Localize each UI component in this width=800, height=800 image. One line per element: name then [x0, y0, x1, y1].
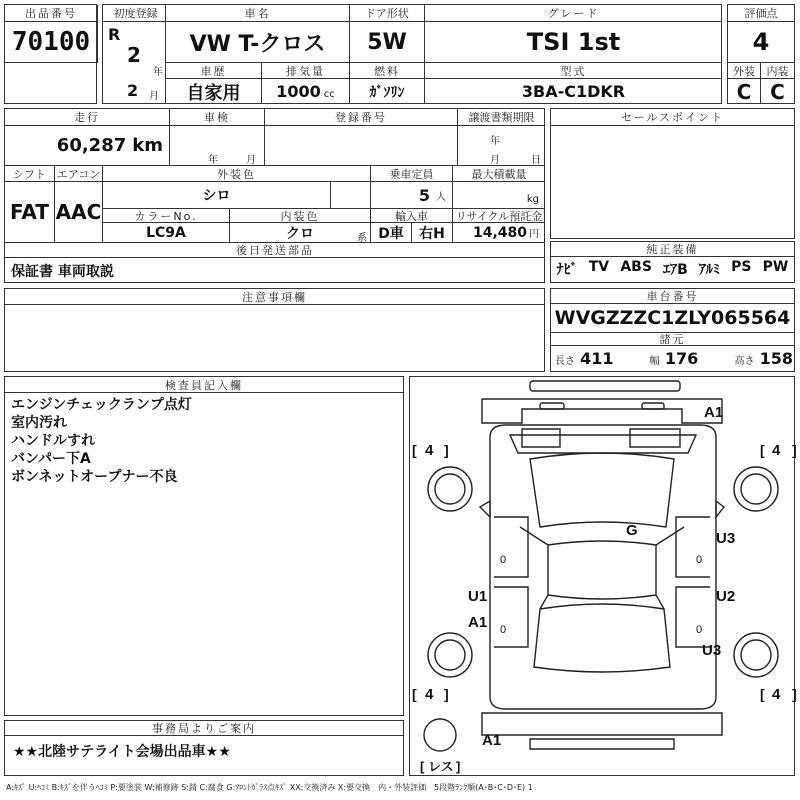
mark-front: A1 — [704, 404, 724, 421]
note-line: ハンドルすれ — [11, 433, 95, 449]
intcolor-cell — [230, 223, 371, 243]
reg-number-cell — [265, 126, 458, 166]
color-label: 外装色 — [103, 166, 371, 182]
inspector-notes — [11, 396, 192, 486]
fuel: ｶﾞｿﾘﾝ — [350, 79, 425, 104]
spare-value: レス — [428, 759, 454, 774]
spare-label: [ — [420, 759, 425, 774]
tire-bracket-fl-close: ] — [444, 442, 449, 458]
tire-rl: 4 — [425, 686, 434, 703]
recycle: 14,480 — [472, 224, 527, 241]
office-label: 事務局よりご案内 — [5, 721, 403, 736]
car-diagram — [410, 377, 797, 775]
sales-label: セールスポイント — [551, 109, 794, 126]
mileage-label: 走行 — [5, 109, 170, 126]
tire-fl: 4 — [425, 442, 434, 459]
grade: TSI 1st — [425, 22, 722, 63]
shift: FAT — [5, 182, 55, 243]
mark-right-mid: U2 — [716, 588, 736, 605]
capacity-label: 乗車定員 — [371, 166, 453, 182]
score-label: 評価点 — [728, 5, 794, 22]
chassis-box — [550, 288, 795, 372]
equip-label: 純正装備 — [551, 242, 794, 257]
reg-year: 2 — [127, 43, 141, 67]
equip-item: ﾅﾋﾞ — [556, 262, 578, 278]
tr-month-unit: 月 — [490, 155, 500, 166]
score: 4 — [728, 22, 794, 63]
height: 158 — [759, 349, 793, 368]
door-label: ドア形状 — [350, 5, 425, 22]
mileage-unit: km — [132, 135, 163, 156]
import-label: 輸入車 — [371, 209, 453, 223]
caution-label: 注意事項欄 — [5, 289, 544, 305]
transfer-cell — [458, 126, 545, 166]
equip-item: ABS — [620, 259, 652, 275]
displacement: 1000 — [276, 82, 321, 101]
tire-bracket-rr-close: ] — [792, 686, 797, 702]
equip-item: TV — [588, 259, 610, 275]
lot-box — [4, 4, 97, 104]
details-grid — [4, 108, 545, 283]
intcolor-unit: 系 — [357, 233, 367, 244]
lot-label: 出品番号 — [5, 5, 98, 22]
tire-bracket-rl: [ — [412, 686, 417, 702]
ext-label: 外装 — [728, 63, 761, 79]
history: 自家用 — [166, 79, 262, 104]
inspection-cell — [170, 126, 265, 166]
disp-unit: cc — [323, 89, 335, 100]
load-label: 最大積載量 — [453, 166, 545, 182]
ext-score: C — [728, 79, 761, 104]
note-line: エンジンチェックランプ点灯 — [11, 397, 192, 413]
office-box — [4, 720, 404, 776]
length-label: 長さ — [555, 356, 575, 367]
tire-bracket-fr-close: ] — [792, 442, 797, 458]
later-parts: 保証書 車両取説 — [11, 263, 114, 280]
equip-item: PW — [762, 259, 789, 275]
model-label: 型式 — [425, 63, 722, 79]
zero-right-rear: 0 — [696, 624, 703, 636]
tr-year-unit: 年 — [490, 136, 500, 147]
color: シロ — [103, 182, 331, 209]
load-cell — [453, 182, 545, 209]
spare-label-close: ] — [456, 759, 461, 774]
caution-box — [4, 288, 545, 372]
mark-left-low: A1 — [468, 614, 488, 631]
intcolor: クロ — [286, 225, 314, 242]
zero-left: 0 — [500, 554, 507, 566]
note-line: 室内汚れ — [11, 415, 67, 431]
car-diagram-box — [409, 376, 795, 776]
colorno-label: カラーNo. — [103, 209, 230, 223]
mileage: 60,287 — [56, 135, 127, 156]
tire-bracket-fr: [ — [760, 442, 765, 458]
equip-list — [551, 259, 794, 279]
tire-bracket-fl: [ — [412, 442, 417, 458]
reg-label: 登録番号 — [265, 109, 458, 126]
chassis-number: WVGZZZC1ZLY065564 — [554, 307, 791, 329]
equip-item: PS — [731, 259, 752, 275]
tire-bracket-rr: [ — [760, 686, 765, 702]
month-unit: 月 — [149, 91, 159, 102]
color-extra — [331, 182, 371, 209]
vehicle-grid — [165, 4, 722, 104]
first-reg-box — [102, 4, 169, 104]
intcolor-label: 内装色 — [230, 209, 371, 223]
score-box — [727, 4, 795, 104]
lot-number: 70100 — [5, 22, 98, 63]
colorno: LC9A — [103, 223, 230, 243]
model-code: 3BA-C1DKR — [521, 82, 626, 101]
import-hand: 右H — [412, 223, 453, 243]
disp-label: 排気量 — [262, 63, 350, 79]
width-label: 幅 — [649, 356, 660, 367]
int-score: C — [770, 79, 785, 104]
chassis-label: 車台番号 — [551, 289, 794, 304]
office-text: ★★北陸サテライト会場出品車★★ — [13, 744, 231, 760]
recycle-unit: 円 — [529, 229, 539, 240]
shift-label: シフト — [5, 166, 55, 182]
legend: A:ｷｽﾞ U:ﾍｺﾐ B:ｷｽﾞを伴うﾍｺﾐ P:要塗装 W:補修跡 S:錆 C:腐食 G:ﾌﾛﾝﾄｶﾞﾗｽ点ｷｽﾞ XX:交換済み X:要交換 内・外装評価 5段階ﾗﾝｸ順(A･B･C･D･E) 1 — [6, 783, 533, 792]
disp-cell — [262, 79, 350, 104]
capacity-unit: 人 — [436, 191, 446, 203]
dims-row — [555, 349, 793, 368]
ins-month-unit: 月 — [246, 155, 256, 166]
sales-point-box — [550, 108, 795, 239]
door-type: 5W — [350, 22, 425, 63]
note-line: バンパー下A — [11, 451, 91, 467]
height-label: 高さ — [734, 356, 755, 367]
era: R — [108, 25, 121, 44]
year-unit: 年 — [153, 67, 163, 78]
tr-day-unit: 日 — [531, 155, 541, 166]
mark-left-mid: U1 — [468, 588, 488, 605]
tire-fr: 4 — [772, 442, 781, 459]
length: 411 — [580, 349, 614, 368]
ac: AAC — [55, 182, 103, 243]
ac-label: エアコン — [55, 166, 103, 182]
transfer-label: 譲渡書類期限 — [458, 109, 545, 126]
inspection-label: 車検 — [170, 109, 265, 126]
capacity: 5 — [418, 185, 430, 205]
recycle-label: リサイクル預託金 — [453, 209, 545, 223]
dims-label: 諸元 — [551, 332, 794, 346]
mileage-cell — [5, 126, 170, 166]
width: 176 — [664, 349, 699, 368]
fuel-label: 燃料 — [350, 63, 425, 79]
name-label: 車名 — [166, 5, 350, 22]
mark-right-rear: U3 — [702, 642, 722, 659]
first-reg-label: 初度登録 — [103, 5, 169, 22]
zero-right: 0 — [696, 554, 703, 566]
tire-rr: 4 — [772, 686, 781, 703]
reg-month: 2 — [127, 81, 139, 100]
history-label: 車歴 — [166, 63, 262, 79]
note-line: ボンネットオープナー不良 — [11, 469, 178, 485]
inspector-label: 検査員記入欄 — [5, 377, 403, 393]
ins-year-unit: 年 — [208, 155, 218, 166]
tire-bracket-rl-close: ] — [444, 686, 449, 702]
capacity-cell — [371, 182, 453, 209]
mark-roof: G — [626, 522, 638, 539]
mark-right-front: U3 — [716, 530, 736, 547]
later-label: 後日発送部品 — [5, 243, 545, 258]
grade-label: グレード — [425, 5, 722, 22]
inspector-box — [4, 376, 404, 716]
import-d: D車 — [371, 223, 412, 243]
zero-left-rear: 0 — [500, 624, 507, 636]
mark-rear: A1 — [482, 732, 502, 749]
int-label: 内装 — [761, 63, 794, 79]
load-unit: kg — [526, 193, 539, 205]
recycle-cell — [453, 223, 545, 243]
car-name: VW T-クロス — [166, 22, 350, 63]
equip-item: ｴｱB — [663, 262, 688, 278]
equip-item: ｱﾙﾐ — [698, 262, 720, 278]
equipment-box — [550, 241, 795, 283]
